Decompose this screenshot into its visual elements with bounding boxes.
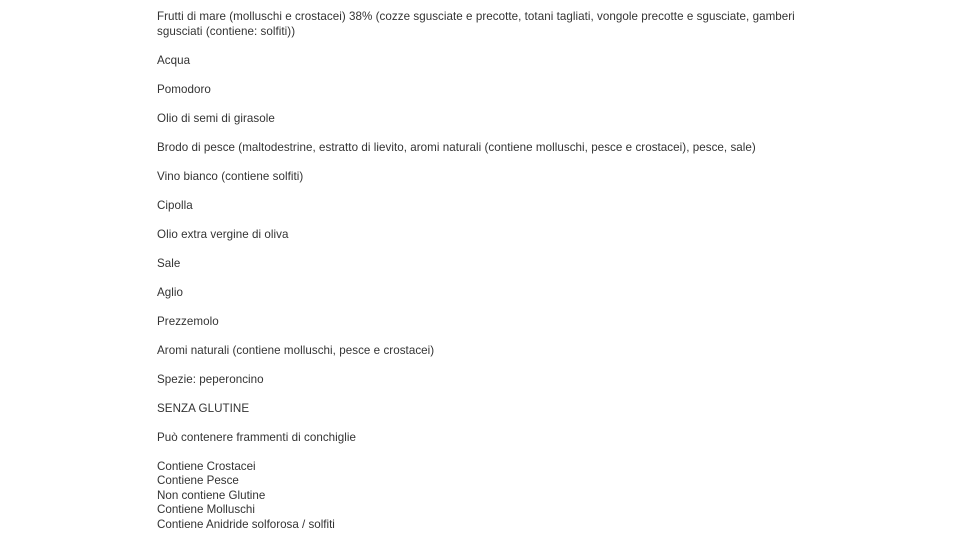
ingredient-item: Frutti di mare (molluschi e crostacei) 38% (cozze sgusciate e precotte, totani tagliati, vongole precotte e sgusciate, gamberi sgusciati (contiene: solfiti)) [157, 10, 795, 38]
ingredients-list [157, 10, 817, 532]
ingredient-item: Vino bianco (contiene solfiti) [157, 169, 304, 183]
gluten-free-notice: SENZA GLUTINE [157, 401, 250, 415]
ingredient-item: Brodo di pesce (maltodestrine, estratto di lievito, aromi naturali (contiene molluschi, pesce e crostacei), pesce, sale) [157, 140, 756, 154]
ingredient-item: Olio extra vergine di oliva [157, 227, 289, 241]
ingredient-item: Prezzemolo [157, 314, 219, 328]
allergen-item: Contiene Crostacei [157, 459, 256, 473]
allergen-item: Contiene Molluschi [157, 503, 255, 516]
ingredient-item: Spezie: peperoncino [157, 372, 264, 386]
ingredient-item: Sale [157, 256, 181, 270]
allergen-item: Non contiene Glutine [157, 488, 266, 502]
ingredient-item: Aromi naturali (contiene molluschi, pesce e crostacei) [157, 343, 435, 357]
shell-fragments-warning: Può contenere frammenti di conchiglie [157, 430, 357, 444]
ingredient-item: Aglio [157, 285, 184, 299]
allergen-item: Contiene Anidride solforosa / solfiti [157, 517, 335, 531]
ingredient-item: Olio di semi di girasole [157, 111, 275, 125]
allergen-list [157, 460, 817, 533]
ingredient-item: Cipolla [157, 198, 193, 212]
allergen-item: Contiene Pesce [157, 474, 239, 487]
ingredient-item: Pomodoro [157, 82, 211, 96]
ingredient-item: Acqua [157, 53, 191, 67]
